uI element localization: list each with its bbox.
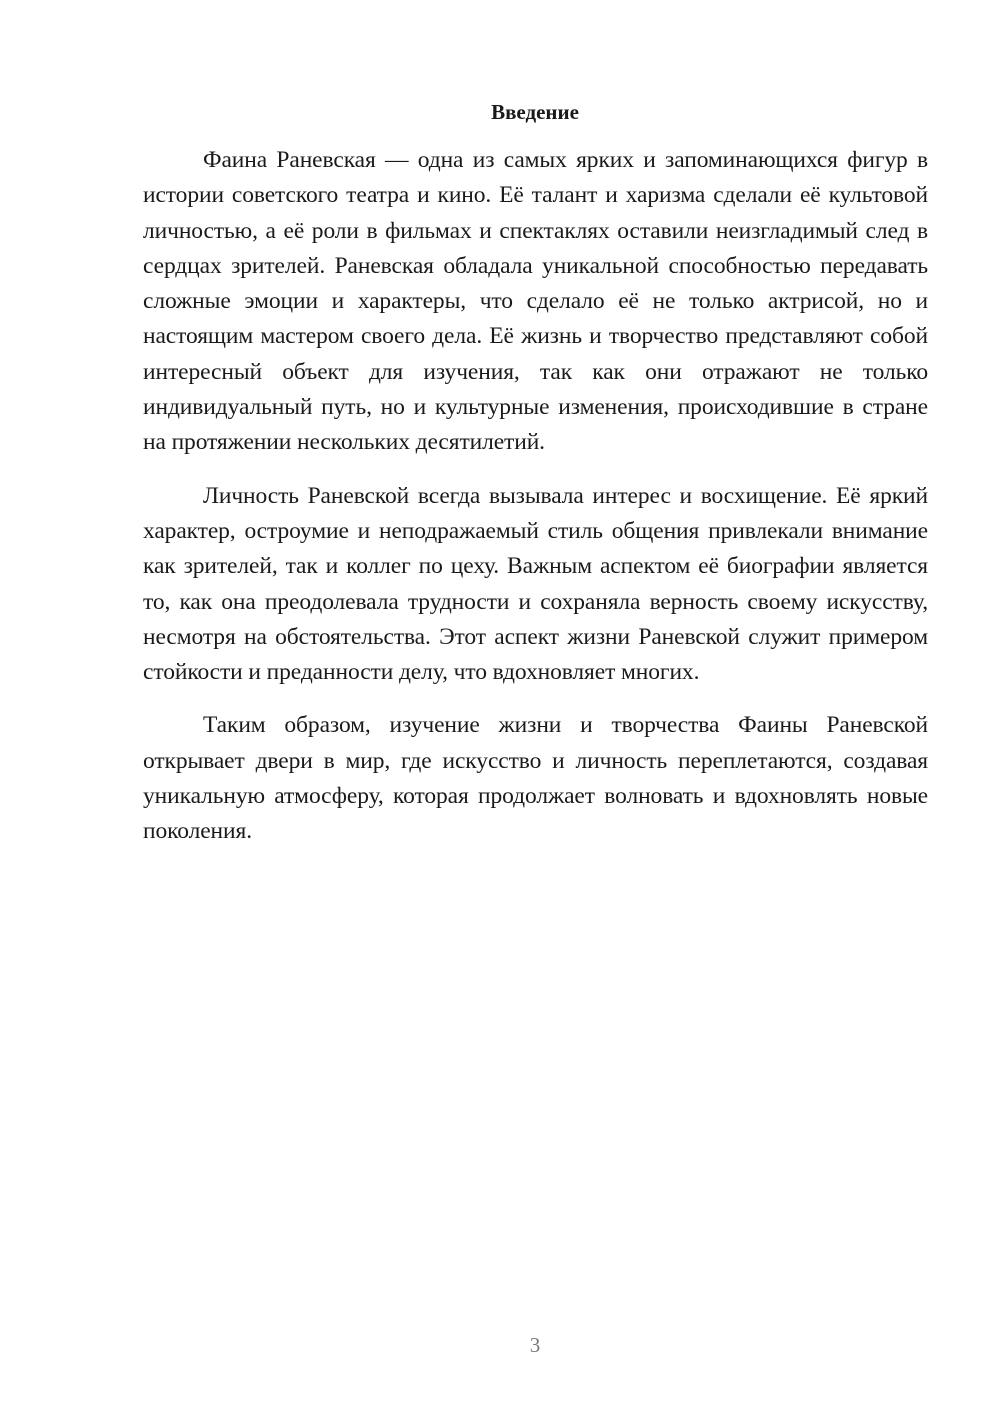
body-text — [143, 143, 928, 868]
page-number: 3 — [529, 1333, 541, 1357]
paragraph-3: Таким образом, изучение жизни и творчества Фаины Раневской открывает двери в мир, где искусство и личность переплетаются, создавая уникальную атмосферу, которая продолжает волновать и вдохновлять новые поколения. — [143, 712, 928, 845]
section-heading: Введение — [491, 100, 579, 124]
paragraph-2: Личность Раневской всегда вызывала интерес и восхищение. Её яркий характер, остроумие и неподражаемый стиль общения привлекали внимание как зрителей, так и коллег по цеху. Важным аспектом её биографии является то, как она преодолевала трудности и сохраняла верность своему искусству, несмотря на обстоятельства. Этот аспект жизни Раневской служит примером стойкости и преданности делу, что вдохновляет многих. — [143, 482, 928, 686]
paragraph-1: Фаина Раневская — одна из самых ярких и запоминающихся фигур в истории советского театра и кино. Её талант и харизма сделали её культовой личностью, а её роли в фильмах и спектаклях оставили неизгладимый след в сердцах зрителей. Раневская обладала уникальной способностью передавать сложные эмоции и характеры, что сделало её не только актрисой, но и настоящим мастером своего дела. Её жизнь и творчество представляют собой интересный объект для изучения, так как они отражают не только индивидуальный путь, но и культурные изменения, происходившие в стране на протяжении нескольких десятилетий. — [143, 147, 928, 456]
